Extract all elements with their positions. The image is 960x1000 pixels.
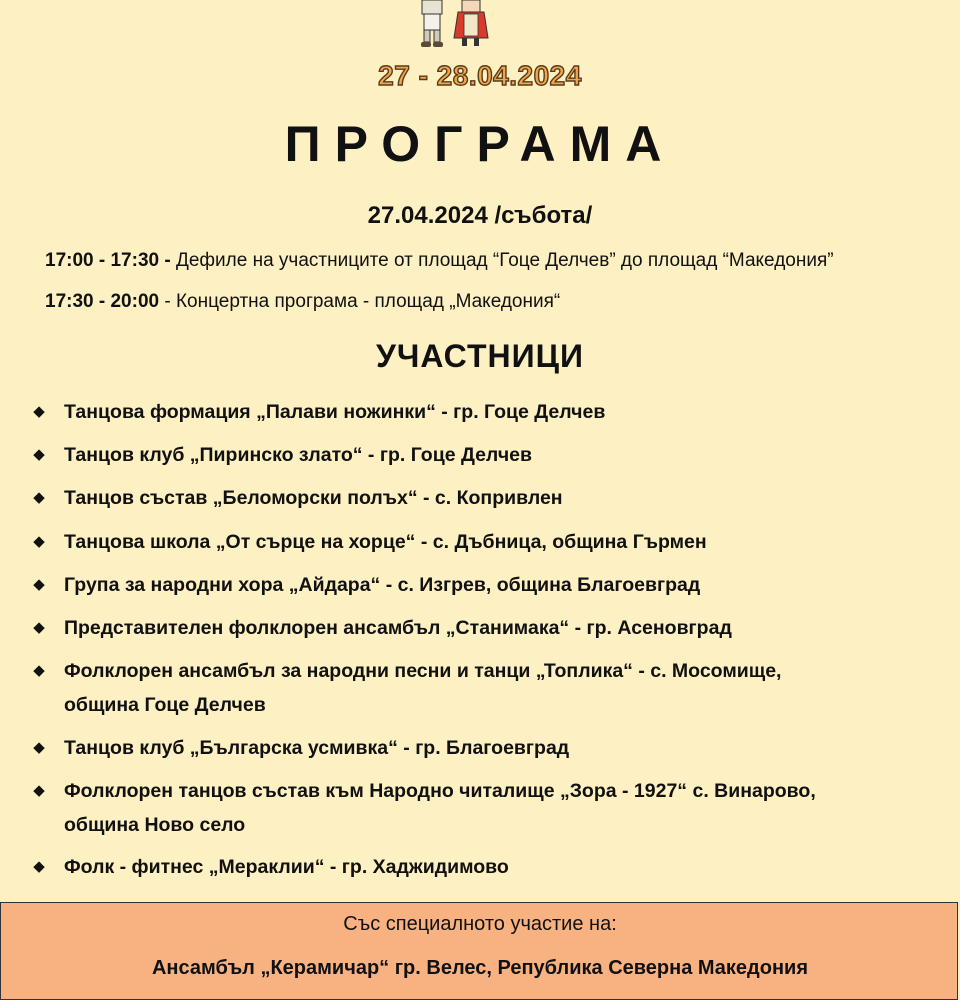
program-title: ПРОГРАМА <box>284 116 676 172</box>
schedule-description: Дефиле на участниците от площад “Гоце Делчев” до площад “Македония” <box>170 250 834 271</box>
diamond-bullet-icon: ◆ <box>33 533 45 550</box>
participant-name-continued: община Ново село <box>64 814 246 836</box>
diamond-bullet-icon: ◆ <box>33 662 45 679</box>
event-dates: 27 - 28.04.2024 <box>378 60 582 91</box>
participant-name: Танцов клуб „Българска усмивка“ - гр. Благоевград <box>64 737 570 759</box>
participant-name: Фолклорен танцов състав към Народно читалище „Зора - 1927“ с. Винарово, <box>64 780 816 802</box>
participant-name: Фолк - фитнес „Мераклии“ - гр. Хаджидимово <box>64 856 509 878</box>
folk-costume-figures-illustration <box>410 0 500 50</box>
special-guest-box <box>0 902 958 1000</box>
female-folk-figure <box>454 0 488 46</box>
diamond-bullet-icon: ◆ <box>33 446 45 463</box>
day-title: 27.04.2024 /събота/ <box>367 202 593 229</box>
participant-name: Танцов клуб „Пиринско злато“ - гр. Гоце Делчев <box>64 444 532 466</box>
diamond-bullet-icon: ◆ <box>33 739 45 756</box>
diamond-bullet-icon: ◆ <box>33 782 45 799</box>
special-guest-label: Със специалното участие на: <box>343 913 617 935</box>
male-folk-figure <box>421 0 443 47</box>
diamond-bullet-icon: ◆ <box>33 403 45 420</box>
schedule-item <box>45 250 834 272</box>
participant-name: Танцова формация „Палави ножинки“ - гр. Гоце Делчев <box>64 401 606 423</box>
participant-name: Представителен фолклорен ансамбъл „Станимака“ - гр. Асеновград <box>64 617 732 639</box>
diamond-bullet-icon: ◆ <box>33 858 45 875</box>
schedule-item <box>45 291 560 313</box>
participant-name: Танцова школа „От сърце на хорце“ - с. Дъбница, община Гърмен <box>64 531 707 553</box>
diamond-bullet-icon: ◆ <box>33 489 45 506</box>
participant-name: Група за народни хора „Айдара“ - с. Изгрев, община Благоевград <box>64 574 701 596</box>
schedule-time: 17:00 - 17:30 - <box>45 250 171 271</box>
participant-name: Фолклорен ансамбъл за народни песни и танци „Топлика“ - с. Мосомище, <box>64 660 782 682</box>
schedule-time: 17:30 - 20:00 <box>45 291 160 312</box>
special-guest-name: Ансамбъл „Керамичар“ гр. Велес, Република Северна Македония <box>151 957 809 979</box>
participant-name-continued: община Гоце Делчев <box>64 694 266 716</box>
participant-name: Танцов състав „Беломорски полъх“ - с. Копривлен <box>64 487 563 509</box>
participants-heading: УЧАСТНИЦИ <box>375 338 585 374</box>
diamond-bullet-icon: ◆ <box>33 619 45 636</box>
schedule-description: - Концертна програма - площад „Македония“ <box>159 291 561 312</box>
diamond-bullet-icon: ◆ <box>33 576 45 593</box>
